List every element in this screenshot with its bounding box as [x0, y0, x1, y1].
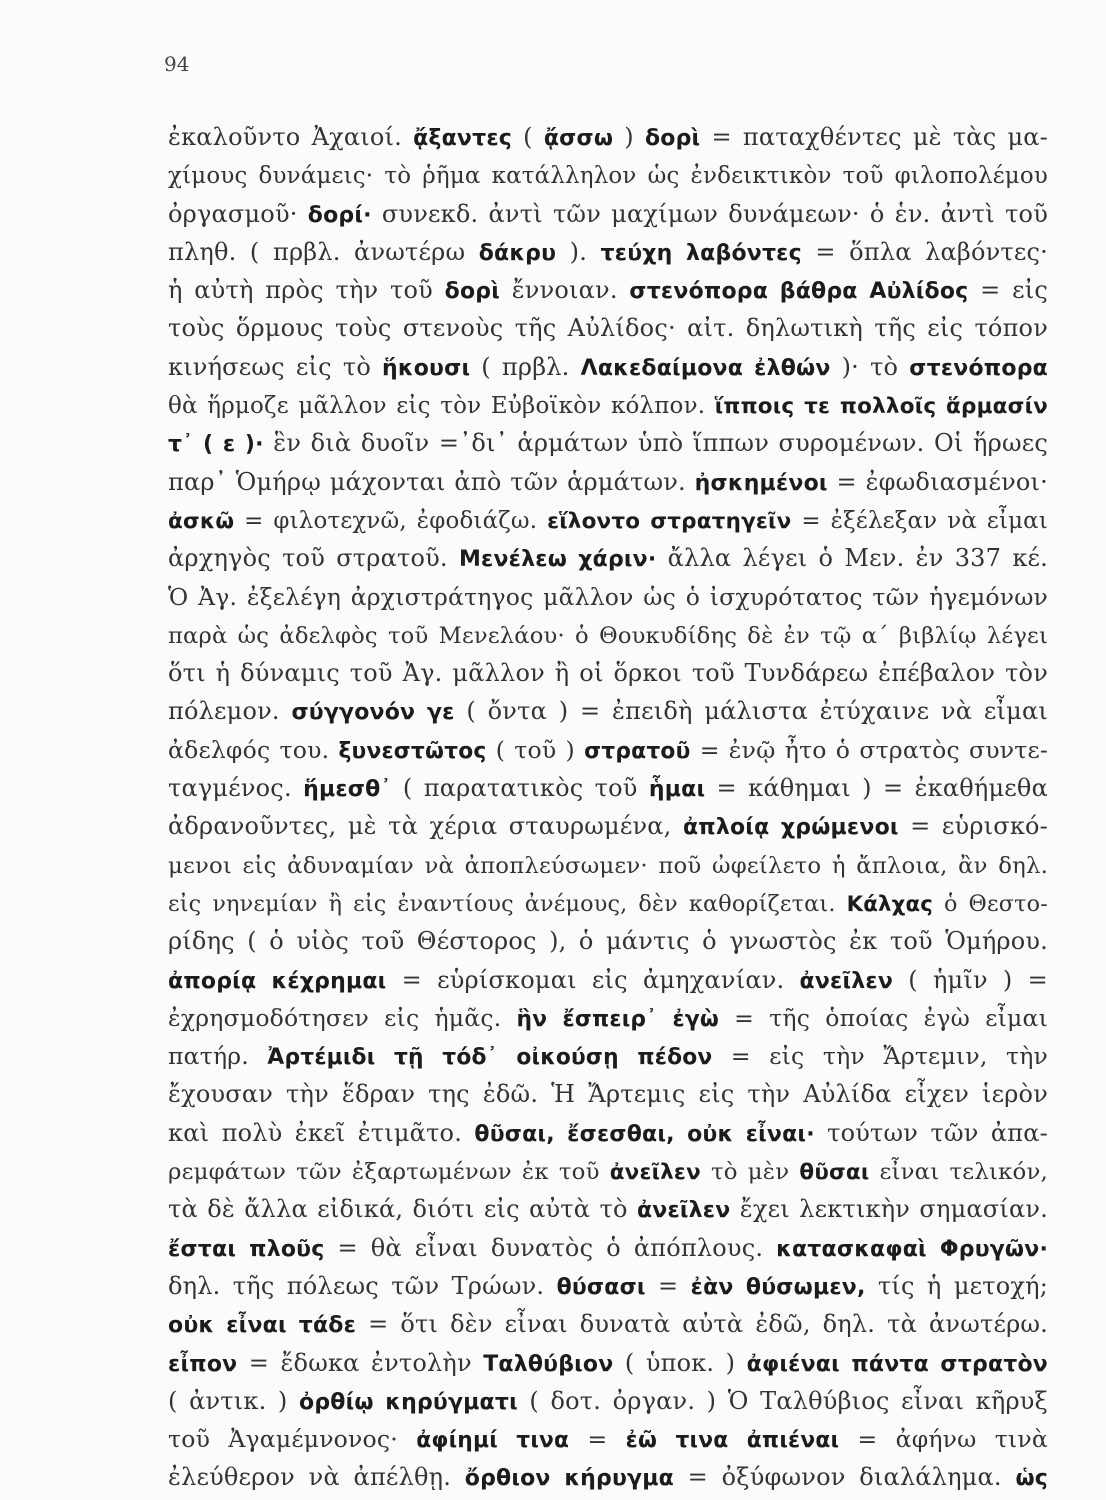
page-number: 94 — [164, 52, 190, 76]
lemma-bold: εἶπον — [168, 1351, 238, 1377]
gloss-text: ἔχουσαν τὴν ἕδραν της ἐδῶ. Ἡ Ἄρτεμις εἰς τὴν Αὐλίδα εἶχεν ἱερὸν — [168, 1080, 1048, 1109]
text-line — [168, 271, 1048, 309]
lemma-bold: ἀφιέναι πάντα στρατὸν — [746, 1351, 1048, 1377]
lemma-bold: ἔσται πλοῦς — [168, 1236, 325, 1262]
gloss-text: κινήσεως εἰς τὸ — [168, 352, 383, 381]
gloss-text: ἐκαλοῦντο Ἀχαιοί. — [168, 123, 414, 151]
lemma-bold: σύγγονόν γε — [291, 700, 455, 726]
lemma-bold: στενόπορα βάθρα Αὐλίδος — [629, 279, 969, 305]
gloss-text: καὶ πολὺ ἐκεῖ ἐτιμᾶτο. — [168, 1118, 475, 1147]
commentary-text — [168, 118, 1048, 1497]
lemma-bold: ὄρθιον κήρυγμα — [464, 1466, 674, 1492]
text-line — [168, 424, 1048, 462]
gloss-text: ( παρατατικὸς τοῦ — [391, 774, 649, 803]
gloss-text: = φιλοτεχνῶ, ἐφοδιάζω. — [234, 507, 548, 534]
gloss-text: παρ᾽ Ὁμήρῳ μάχονται ἀπὸ τῶν ἁρμάτων. — [168, 467, 695, 496]
lemma-bold: ἀνεῖλεν — [799, 968, 894, 994]
gloss-text: ἔχει λεκτικὴν σημασίαν. — [730, 1195, 1048, 1224]
lemma-bold: Κάλχας — [846, 890, 933, 916]
text-line — [168, 1152, 1048, 1190]
gloss-text: παρὰ ὡς ἀδελφὸς τοῦ Μενελάου· ὁ Θουκυδίδης δὲ ἐν τῷ α΄ βιβλίῳ λέγει — [168, 622, 1048, 649]
lemma-bold: δορὶ — [444, 279, 501, 305]
text-line — [168, 616, 1048, 654]
gloss-text: ὀργασμοῦ· — [168, 199, 308, 228]
gloss-text: = εἰς τὴν Ἄρτεμιν, τὴν — [712, 1042, 1048, 1071]
text-line — [168, 1267, 1048, 1305]
gloss-text: ἄλλα λέγει ὁ Μεν. ἐν 337 κέ. — [656, 544, 1048, 573]
text-line — [168, 1305, 1048, 1343]
gloss-text: ( — [512, 123, 544, 151]
gloss-text: ( δοτ. ὀργαν. ) Ὁ Ταλθύβιος εἶναι κῆρυξ — [517, 1386, 1048, 1415]
gloss-text: = — [569, 1425, 626, 1454]
lemma-bold: ἐὰν θύσωμεν, — [690, 1274, 866, 1300]
text-line — [168, 1229, 1048, 1267]
gloss-text: = κάθημαι ) = ἐκαθήμεθα — [705, 774, 1048, 803]
text-line — [168, 386, 1048, 424]
lemma-bold: Ταλθύβιον — [483, 1351, 614, 1377]
lemma-bold: ἧμαι — [648, 777, 706, 803]
text-line — [168, 1075, 1048, 1113]
lemma-bold: τεύχη λαβόντες — [600, 240, 802, 266]
gloss-text: ἡ αὐτὴ πρὸς τὴν τοῦ — [168, 276, 445, 305]
lemma-bold: τ᾽ ( ε )· — [168, 432, 264, 458]
gloss-text: ( τοῦ ) — [486, 735, 585, 764]
lemma-bold: ᾄξαντες — [413, 126, 513, 151]
lemma-bold: ἀπλοίᾳ χρώμενοι — [682, 815, 899, 841]
text-line — [168, 1420, 1048, 1458]
text-line — [168, 731, 1048, 769]
gloss-text: τὰ δὲ ἄλλα εἰδικά, διότι εἰς αὐτὰ τὸ — [168, 1195, 637, 1224]
text-line — [168, 156, 1048, 194]
gloss-text: = ὅτι δὲν εἶναι δυνατὰ αὐτὰ ἐδῶ, δηλ. τὰ ἀνωτέρω. — [356, 1310, 1048, 1339]
gloss-text: ὅτι ἡ δύναμις τοῦ Ἀγ. μᾶλλον ἢ οἱ ὅρκοι τοῦ Τυνδάρεω ἐπέβαλον τὸν — [168, 659, 1048, 688]
gloss-text: ἀδελφός του. — [168, 735, 339, 764]
gloss-text: ὁ Θεστο- — [932, 890, 1048, 917]
lemma-bold: ἀνεῖλεν — [609, 1160, 701, 1186]
text-line — [168, 1458, 1048, 1496]
lemma-bold: Ἀρτέμιδι τῇ τόδ᾽ οἰκούσῃ πέδον — [267, 1045, 713, 1071]
lemma-bold: κατασκαφαὶ Φρυγῶν· — [776, 1236, 1048, 1262]
gloss-text: = εἰς — [968, 276, 1048, 305]
gloss-text: τὸ μὲν — [700, 1159, 800, 1186]
text-line — [168, 846, 1048, 884]
gloss-text: = ὀξύφωνον διαλάλημα. — [673, 1463, 1016, 1492]
lemma-bold: ἵπποις τε πολλοῖς ἅρμασίν — [714, 394, 1049, 420]
gloss-text: = ἔδωκα ἐντολὴν — [237, 1348, 484, 1377]
lemma-bold: θῦσαι, ἔσεσθαι, οὐκ εἶναι· — [474, 1121, 815, 1147]
text-line — [168, 692, 1048, 730]
gloss-text: μενοι εἰς ἀδυναμίαν νὰ ἀποπλεύσωμεν· ποῦ ὠφείλετο ἡ ἄπλοια, ἂν δηλ. — [168, 852, 1048, 879]
lemma-bold: οὐκ εἶναι τάδε — [168, 1313, 357, 1339]
text-line — [168, 195, 1048, 233]
text-line — [168, 539, 1048, 577]
lemma-bold: στρατοῦ — [584, 738, 691, 764]
text-line — [168, 233, 1048, 271]
gloss-text: = ἐνῷ ἦτο ὁ στρατὸς συντε- — [690, 735, 1049, 764]
gloss-text: = παταχθέντες μὲ τὰς μα- — [700, 123, 1048, 151]
lemma-bold: θῦσαι — [799, 1160, 870, 1186]
text-line — [168, 654, 1048, 692]
lemma-bold: ἣν ἔσπειρ᾽ ἐγὼ — [516, 1006, 719, 1032]
gloss-text: = — [645, 1271, 691, 1300]
gloss-text: ταγμένος. — [168, 774, 304, 803]
gloss-text: ἐχρησμοδότησεν εἰς ἡμᾶς. — [168, 1003, 517, 1032]
text-line — [168, 884, 1048, 922]
gloss-text: ρίδης ( ὁ υἱὸς τοῦ Θέστορος ), ὁ μάντις ὁ γνωστὸς ἐκ τοῦ Ὁμήρου. — [168, 927, 1048, 956]
text-line — [168, 1037, 1048, 1075]
text-line — [168, 463, 1048, 501]
lemma-bold: Λακεδαίμονα ἐλθών — [580, 355, 831, 381]
lemma-bold: θύσασι — [556, 1274, 646, 1300]
gloss-text: = εὑρίσκομαι εἰς ἀμηχανίαν. — [386, 965, 800, 994]
lemma-bold: εἵλοντο στρατηγεῖν — [547, 508, 792, 534]
gloss-text: = ἐφωδιασμένοι· — [827, 467, 1048, 496]
text-line — [168, 348, 1048, 386]
gloss-text: συνεκδ. ἀντὶ τῶν μαχίμων δυνάμεων· ὁ ἑν. ἀντὶ τοῦ — [371, 199, 1048, 228]
gloss-text: ἓν διὰ δυοῖν =᾽δι᾽ ἁρμάτων ὑπὸ ἵππων συρομένων. Οἱ ἥρωες — [263, 429, 1048, 458]
lemma-bold: ἥμεσθ᾽ — [303, 777, 392, 803]
text-line — [168, 1382, 1048, 1420]
gloss-text: τοὺς ὅρμους τοὺς στενοὺς τῆς Αὐλίδος· αἰτ. δηλωτικὴ τῆς εἰς τόπον — [168, 314, 1048, 343]
text-line — [168, 769, 1048, 807]
lemma-bold: στενόπορα — [909, 355, 1048, 381]
gloss-text: εἰς νηνεμίαν ἢ εἰς ἐναντίους ἀνέμους, δὲν καθορίζεται. — [168, 890, 847, 917]
gloss-text: = εὑρισκό- — [898, 812, 1048, 841]
gloss-text: τοῦ Ἀγαμέμνονος· — [168, 1425, 417, 1454]
gloss-text: ἀρχηγὸς τοῦ στρατοῦ. — [168, 544, 459, 573]
gloss-text: χίμους δυνάμεις· τὸ ῥῆμα κατάλληλον ὡς ἐνδεικτικὸν τοῦ φιλοπολέμου — [168, 163, 1048, 190]
gloss-text: ( ὄντα ) = ἐπειδὴ μάλιστα ἐτύχαινε νὰ εἶμαι — [454, 697, 1048, 726]
text-line — [168, 961, 1048, 999]
lemma-bold: ὡς — [1015, 1466, 1048, 1492]
text-line — [168, 1190, 1048, 1228]
text-line — [168, 999, 1048, 1037]
lemma-bold: ξυνεστῶτος — [338, 738, 487, 764]
lemma-bold: Μενέλεω χάριν· — [458, 547, 657, 573]
text-line — [168, 118, 1048, 156]
gloss-text: ). — [556, 237, 601, 266]
lemma-bold: ὀρθίῳ κηρύγματι — [299, 1389, 518, 1415]
gloss-text: ( ὑποκ. ) — [613, 1348, 747, 1377]
gloss-text: πόλεμον. — [168, 697, 292, 726]
lemma-bold: ἀφίημί τινα — [416, 1428, 570, 1454]
gloss-text: πατήρ. — [168, 1042, 268, 1071]
text-line — [168, 578, 1048, 616]
gloss-text: ( πρβλ. — [470, 352, 581, 381]
gloss-text: = ὅπλα λαβόντες· — [801, 237, 1048, 266]
lemma-bold: ἠσκημένοι — [694, 470, 828, 496]
gloss-text: = ἐξέλεξαν νὰ εἶμαι — [791, 507, 1048, 534]
gloss-text: θὰ ἥρμοζε μᾶλλον εἰς τὸν Εὐβοϊκὸν κόλπον. — [168, 393, 715, 420]
lemma-bold: ἀνεῖλεν — [636, 1198, 731, 1224]
gloss-text: ἔννοιαν. — [500, 276, 630, 305]
gloss-text: ἐλεύθερον νὰ ἀπέλθῃ. — [168, 1463, 465, 1492]
lemma-bold: δορὶ — [644, 126, 701, 151]
gloss-text: = θὰ εἶναι δυνατὸς ὁ ἀπόπλους. — [324, 1233, 777, 1262]
lemma-bold: δορί· — [307, 202, 372, 228]
text-line — [168, 501, 1048, 539]
lemma-bold: ἀπορίᾳ κέχρημαι — [168, 968, 387, 994]
text-line — [168, 807, 1048, 845]
lemma-bold: ἐῶ τινα ἀπιέναι — [625, 1428, 840, 1454]
gloss-text: δηλ. τῆς πόλεως τῶν Τρώων. — [168, 1271, 557, 1300]
text-line — [168, 1344, 1048, 1382]
text-line — [168, 309, 1048, 347]
text-line — [168, 1114, 1048, 1152]
gloss-text: )· τὸ — [830, 352, 910, 381]
gloss-text: ρεμφάτων τῶν ἐξαρτωμένων ἐκ τοῦ — [168, 1159, 610, 1186]
gloss-text: ) — [613, 123, 645, 151]
gloss-text: ( ἡμῖν ) = — [893, 965, 1048, 994]
gloss-text: πληθ. ( πρβλ. ἀνωτέρω — [168, 237, 479, 266]
gloss-text: = ἀφήνω τινὰ — [839, 1425, 1048, 1454]
gloss-text: ἀδρανοῦντες, μὲ τὰ χέρια σταυρωμένα, — [168, 812, 683, 841]
gloss-text: Ὁ Ἀγ. ἐξελέγη ἀρχιστράτηγος μᾶλλον ὡς ὁ ἰσχυρότατος τῶν ἡγεμόνων — [168, 582, 1048, 611]
lemma-bold: ᾄσσω — [543, 126, 614, 151]
lemma-bold: ἥκουσι — [382, 355, 471, 381]
gloss-text: τίς ἡ μετοχή; — [865, 1271, 1048, 1300]
gloss-text: ( ἀντικ. ) — [168, 1386, 300, 1415]
text-line — [168, 922, 1048, 960]
gloss-text: = τῆς ὁποίας ἐγὼ εἶμαι — [718, 1003, 1048, 1032]
lemma-bold: δάκρυ — [478, 240, 557, 266]
lemma-bold: ἀσκῶ — [168, 508, 235, 534]
gloss-text: τούτων τῶν ἀπα- — [814, 1118, 1048, 1147]
gloss-text: εἶναι τελικόν, — [869, 1159, 1048, 1186]
